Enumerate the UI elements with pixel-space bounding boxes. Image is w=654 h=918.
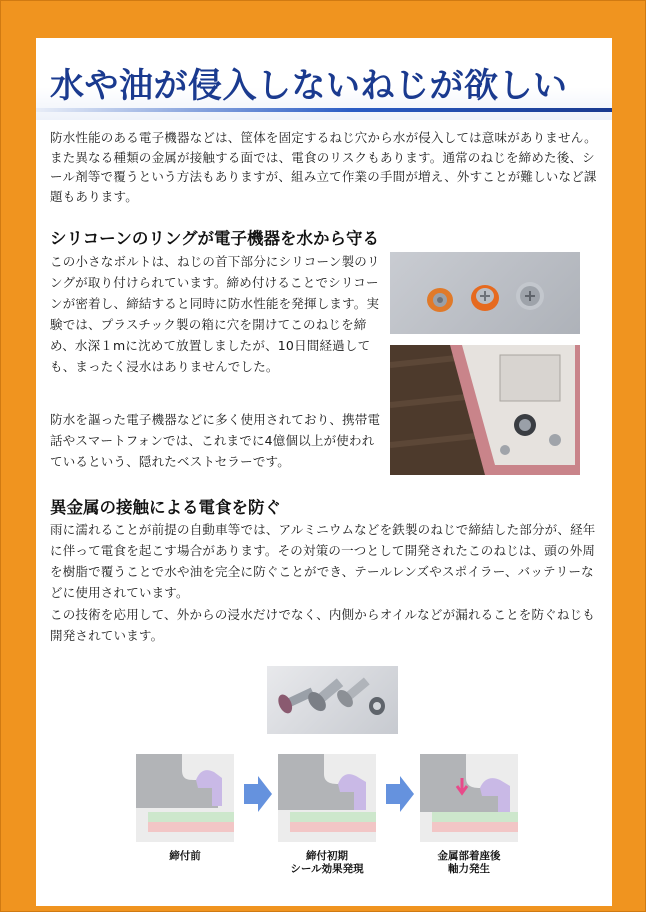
title-band [36,38,612,120]
page [36,38,612,906]
bolts-illustration [390,252,580,334]
caption-step-2-line2: シール効果発現 [290,863,364,875]
diagram-step-2 [278,754,376,842]
section1-paragraph-1: この小さなボルトは、ねじの首下部分にシリコーン製のリングが取り付けられています。締め付けることでシリコーンが密着し、締結すると同時に防水性能を発揮します。実験では、プラスチック製の箱に穴を開けてこのねじを締め、水深１mに沈めて放置しましたが、10日間経過しても、まったく浸水はありませんでした。 [50,254,380,374]
sealing-bolts-illustration [267,666,398,734]
section1-paragraph-2: 防水を謳った電子機器などに多く使用されており、携帯電話やスマートフォンでは、これまでに4億個以上が使われているという、隠れたベストセラーです。 [50,412,381,469]
caption-step-2 [272,850,382,876]
title-rule [36,108,612,112]
diagram-step-1 [136,754,234,842]
diagram-step-3 [420,754,518,842]
caption-step-1 [130,850,240,863]
phone-photo [390,345,580,475]
section2-paragraph-2: この技術を応用して、外からの浸水だけでなく、内側からオイルなどが漏れることを防ぐねじも開発されています。 [50,607,595,643]
sealing-bolts-photo [267,666,398,734]
arrow-icon-1 [244,776,272,812]
phone-illustration [390,345,580,475]
arrow-icon-2 [386,776,414,812]
section2-paragraph-1: 雨に濡れることが前提の自動車等では、アルミニウムなどを鉄製のねじで締結した部分が、経年に伴って電食を起こす場合があります。その対策の一つとして開発されたこのねじは、頭の外周を樹脂で覆うことで水や油を完全に防ぐことができ、テールレンズやスポイラー、バッテリーなどに使用されています。 [50,522,596,600]
intro-paragraph: 防水性能のある電子機器などは、筐体を固定するねじ穴から水が侵入しては意味がありません。また異なる種類の金属が接触する面では、電食のリスクもあります。通常のねじを締めた後、シール剤等で覆うという方法もありますが、組み立て作業の手間が増え、外すことが難しいなど課題もあります。 [50,130,597,204]
caption-step-3-line2: 軸力発生 [448,863,490,875]
caption-step-3-line1: 金属部着座後 [437,850,501,862]
caption-step-1-line1: 締付前 [169,850,201,862]
caption-step-2-line1: 締付初期 [306,850,348,862]
caption-step-3 [414,850,524,876]
section2-heading: 異金属の接触による電食を防ぐ [50,498,281,517]
page-title: 水や油が侵入しないねじが欲しい [50,66,568,106]
section1-heading: シリコーンのリングが電子機器を水から守る [50,229,380,248]
bolts-photo [390,252,580,334]
sealing-process-diagram [36,748,612,858]
